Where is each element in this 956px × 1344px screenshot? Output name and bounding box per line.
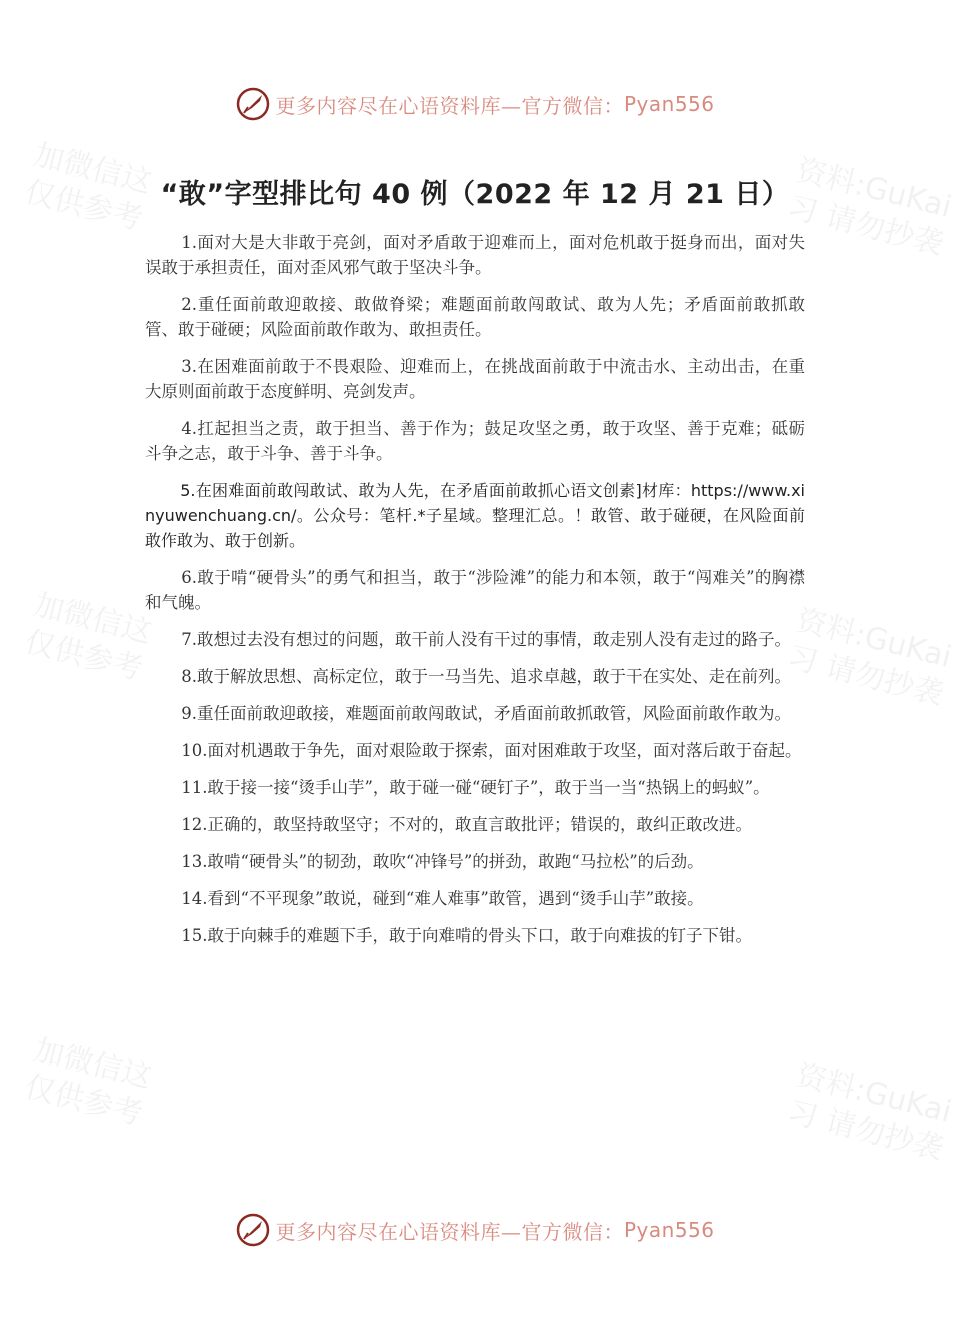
paragraph: 5.在困难面前敢闯敢试、敢为人先，在矛盾面前敢抓心语文创素]材库：https://www.xinyuwenchuang.cn/。公众号：笔杆.*子星域。整理汇总。！敢管、敢于碰硬，在风险面前敢作敢为、敢于创新。 (145, 481, 805, 550)
page-title: “敢”字型排比句 40 例（2022 年 12 月 21 日） (160, 179, 790, 210)
paragraph: 14.看到“不平现象”敢说，碰到“难人难事”敢管，遇到“烫手山芋”敢接。 (181, 889, 704, 908)
paragraph: 12.正确的，敢坚持敢坚守；不对的，敢直言敢批评；错误的，敢纠正敢改进。 (181, 815, 753, 834)
watermark-right: 资料:GuKai 习 请勿抄袭 (783, 1057, 955, 1168)
paragraph: 2.重任面前敢迎敢接、敢做脊梁；难题面前敢闯敢试、敢为人先；矛盾面前敢抓敢管、敢于碰硬；风险面前敢作敢为、敢担责任。 (145, 295, 805, 339)
document-body (145, 230, 805, 960)
paragraph: 4.扛起担当之责，敢于担当、善于作为；鼓足攻坚之勇，敢于攻坚、善于克难；砥砺斗争之志，敢于斗争、善于斗争。 (145, 419, 805, 463)
paragraph: 7.敢想过去没有想过的问题，敢干前人没有干过的事情，敢走别人没有走过的路子。 (181, 630, 792, 649)
page-header (0, 84, 950, 124)
paragraph: 3.在困难面前敢于不畏艰险、迎难而上，在挑战面前敢于中流击水、主动出击，在重大原则面前敢于态度鲜明、亮剑发声。 (145, 357, 805, 401)
page-footer (0, 1210, 950, 1250)
paragraph: 1.面对大是大非敢于亮剑，面对矛盾敢于迎难而上，面对危机敢于挺身而出，面对失误敢于承担责任，面对歪风邪气敢于坚决斗争。 (145, 233, 805, 277)
paragraph: 15.敢于向棘手的难题下手，敢于向难啃的骨头下口，敢于向难拔的钉子下钳。 (181, 926, 753, 945)
watermark-left: 加微信这 仅供参考 (21, 1032, 156, 1133)
brand-text: 更多内容尽在心语资料库—官方微信： (275, 93, 624, 118)
paragraph: 9.重任面前敢迎敢接，难题面前敢闯敢试，矛盾面前敢抓敢管，风险面前敢作敢为。 (181, 704, 792, 723)
watermark-left: 加微信这 仅供参考 (21, 587, 156, 688)
brand-handle: Pyan556 (623, 92, 715, 116)
brand-text: 更多内容尽在心语资料库—官方微信： (275, 1219, 624, 1244)
watermark-right: 资料:GuKai 习 请勿抄袭 (783, 152, 955, 263)
paragraph: 13.敢啃“硬骨头”的韧劲，敢吹“冲锋号”的拼劲，敢跑“马拉松”的后劲。 (181, 852, 704, 871)
paragraph: 11.敢于接一接“烫手山芋”，敢于碰一碰“硬钉子”，敢于当一当“热锅上的蚂蚁”。 (181, 778, 770, 797)
brand-handle: Pyan556 (623, 1218, 715, 1242)
quill-pen-icon (235, 1212, 271, 1248)
watermark-left: 加微信这 仅供参考 (21, 137, 156, 238)
quill-pen-icon (235, 86, 271, 122)
paragraph: 6.敢于啃“硬骨头”的勇气和担当，敢于“涉险滩”的能力和本领，敢于“闯难关”的胸襟和气魄。 (145, 568, 805, 612)
watermark-right: 资料:GuKai 习 请勿抄袭 (783, 602, 955, 713)
paragraph: 8.敢于解放思想、高标定位，敢于一马当先、追求卓越，敢于干在实处、走在前列。 (181, 667, 792, 686)
paragraph: 10.面对机遇敢于争先，面对艰险敢于探索，面对困难敢于攻坚，面对落后敢于奋起。 (181, 741, 802, 760)
